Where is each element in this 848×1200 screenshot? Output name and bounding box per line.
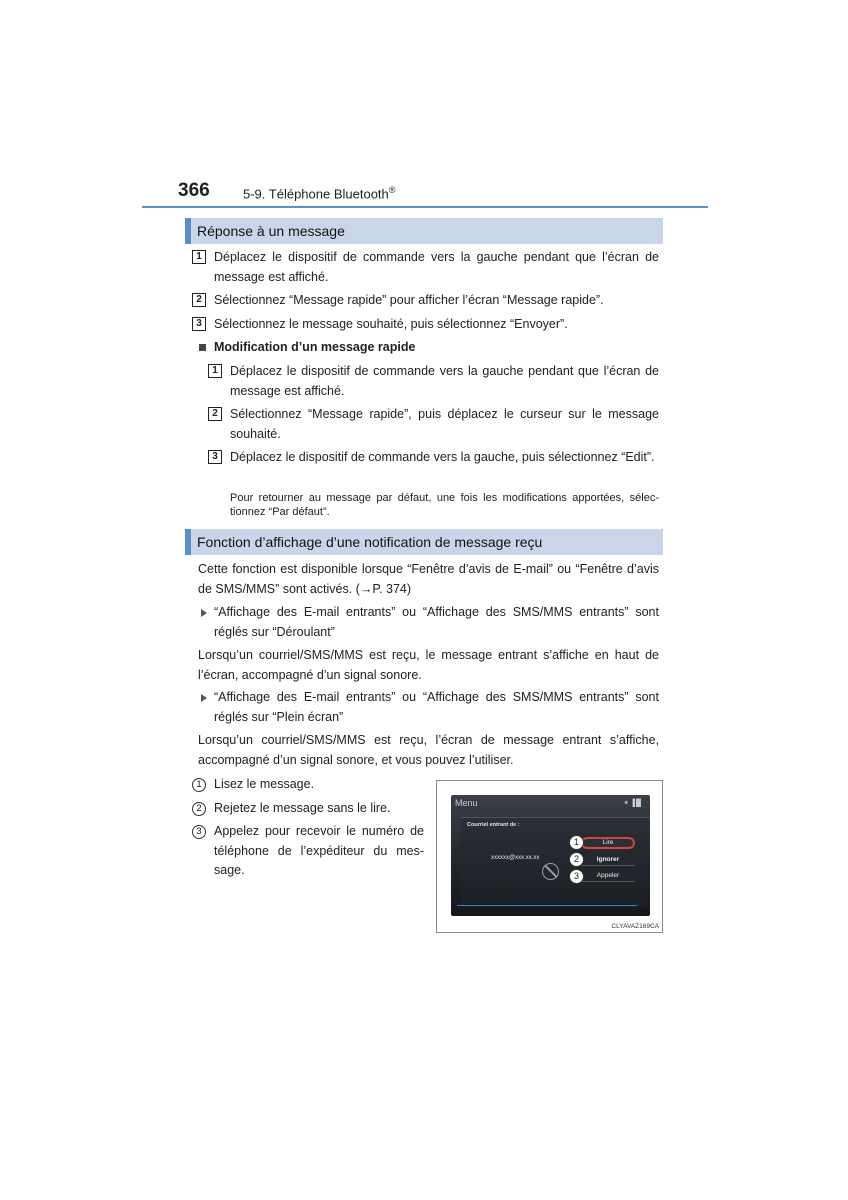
case-description: Lorsqu’un courriel/SMS/MMS est reçu, l’écran de message entrant s’affiche, accompagné d’un signal sonore, et vous pouvez l’utiliser. (198, 733, 659, 767)
list-item: Rejetez le message sans le lire. (214, 801, 391, 815)
step-text: Sélectionnez “Message rapide” pour afficher l’écran “Message rapide”. (214, 293, 604, 307)
section-title-bar (185, 529, 663, 555)
triangle-bullet-icon (201, 694, 207, 702)
triangle-bullet-icon (201, 609, 207, 617)
blocked-icon (542, 863, 559, 880)
callout-number: 2 (569, 852, 584, 867)
bluetooth-signal-icon: ✶▐█ (623, 800, 642, 807)
step-number: 2 (208, 407, 222, 421)
step-number: 2 (192, 293, 206, 307)
step-number: 3 (208, 450, 222, 464)
intro-paragraph: Cette fonction est disponible lorsque “Fenêtre d’avis de E-mail” ou “Fenêtre d’avis de SMS/MMS” sont activés. (→P. 374) (198, 562, 659, 596)
case-description: Lorsqu’un courriel/SMS/MMS est reçu, le message entrant s’affiche en haut de l’écran, accompagné d’un signal sonore. (198, 648, 659, 682)
registered-mark: ® (388, 185, 396, 195)
circled-number: 1 (192, 778, 206, 792)
callout-number: 1 (569, 835, 584, 850)
list-item: Appelez pour recevoir le numéro de téléphone de l’expéditeur du mes-sage. (214, 824, 424, 877)
step-text: Sélectionnez “Message rapide”, puis déplacez le curseur sur le message souhaité. (230, 407, 659, 441)
case-condition: “Affichage des E-mail entrants” ou “Affichage des SMS/MMS entrants” sont réglés sur “Plein écran” (214, 690, 659, 724)
figure-code: CLYAVAZ169CA (611, 923, 659, 930)
header-rule (142, 206, 708, 208)
ignore-button[interactable]: Ignorer (581, 854, 635, 866)
section-title: Réponse à un message (197, 223, 345, 239)
circled-number: 2 (192, 802, 206, 816)
step-text: Sélectionnez le message souhaité, puis sélectionnez “Envoyer”. (214, 317, 568, 331)
case-condition: “Affichage des E-mail entrants” ou “Affichage des SMS/MMS entrants” sont réglés sur “Déroulant” (214, 605, 659, 639)
menu-label: Menu (455, 798, 478, 808)
incoming-message-dialog (461, 817, 649, 907)
display-screen (451, 795, 650, 916)
circled-number: 3 (192, 825, 206, 839)
screen-figure (436, 780, 663, 933)
step-text: Déplacez le dispositif de commande vers la gauche, puis sélectionnez “Edit”. (230, 450, 655, 464)
step-number: 1 (208, 364, 222, 378)
note-text: Pour retourner au message par défaut, une fois les modifications apportées, sélec-tionnez “Par défaut”. (230, 492, 659, 518)
square-bullet-icon (199, 344, 206, 351)
screen-accent-line (457, 905, 637, 906)
list-item: Lisez le message. (214, 777, 315, 791)
page-number: 366 (178, 180, 210, 201)
call-button[interactable]: Appeler (581, 870, 635, 882)
step-number: 1 (192, 250, 206, 264)
step-text: Déplacez le dispositif de commande vers la gauche pendant que l’écran de message est affiché. (230, 364, 659, 398)
sender-email: xxxxxx@xxx.xx.xx (491, 855, 540, 861)
callout-number: 3 (569, 869, 584, 884)
step-number: 3 (192, 317, 206, 331)
chapter-title: 5-9. Téléphone Bluetooth® (243, 185, 396, 202)
section-title: Fonction d’affichage d’une notification de message reçu (197, 534, 543, 550)
step-text: Déplacez le dispositif de commande vers la gauche pendant que l’écran de message est affiché. (214, 250, 659, 284)
dialog-title: Courriel entrant de : (467, 822, 520, 828)
section-title-bar (185, 218, 663, 244)
subsection-title: Modification d’un message rapide (214, 340, 416, 354)
read-button[interactable]: Lire (581, 837, 635, 849)
